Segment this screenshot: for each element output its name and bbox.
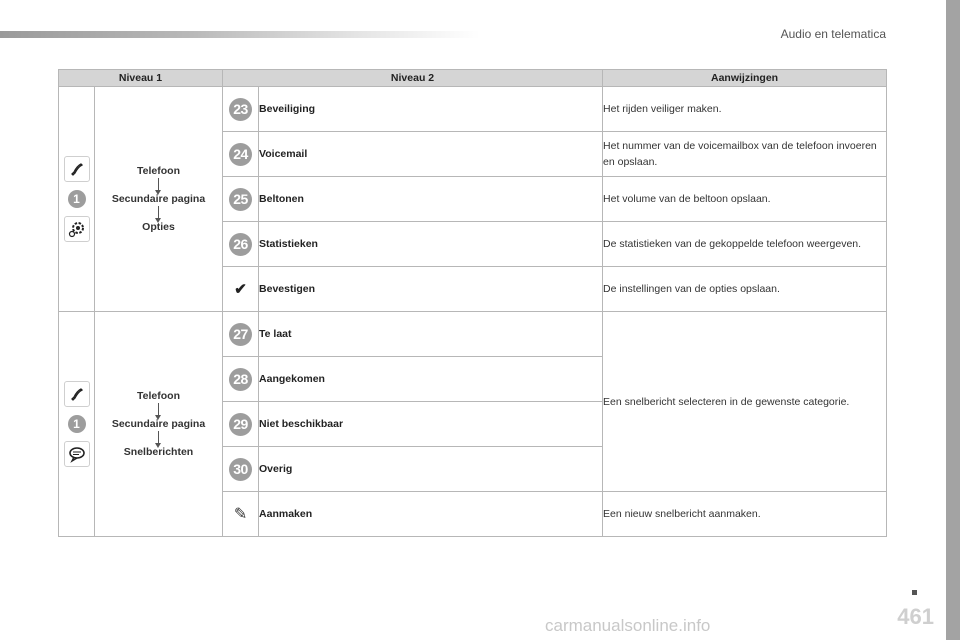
item-description: Het nummer van de voicemailbox van de telefoon invoeren en opslaan.: [603, 132, 887, 177]
item-label: Aanmaken: [259, 492, 603, 537]
down-arrow-icon: [158, 431, 159, 445]
item-number-cell: [223, 357, 259, 402]
column-header-niveau-2: Niveau 2: [223, 70, 603, 87]
item-description: Het volume van de beltoon opslaan.: [603, 177, 887, 222]
menu-number-badge: 1: [68, 190, 86, 208]
phone-icon: [64, 156, 90, 182]
item-number-badge: 29: [229, 413, 252, 436]
path-item-telefoon: Telefoon: [137, 165, 180, 177]
item-number-cell: [223, 402, 259, 447]
level1-path: [95, 87, 223, 312]
level1-icons: [59, 312, 95, 537]
level1-icons: [59, 87, 95, 312]
column-header-aanwijzingen: Aanwijzingen: [603, 70, 887, 87]
item-number-cell: [223, 132, 259, 177]
item-icon-cell: [223, 267, 259, 312]
item-description: Het rijden veiliger maken.: [603, 87, 887, 132]
item-number-badge: 26: [229, 233, 252, 256]
down-arrow-icon: [158, 206, 159, 220]
section-title: Audio en telematica: [780, 27, 886, 41]
path-item-opties: Opties: [142, 221, 175, 233]
item-label: Voicemail: [259, 132, 603, 177]
item-label: Overig: [259, 447, 603, 492]
item-number-badge: 25: [229, 188, 252, 211]
table-row: [59, 87, 887, 132]
table-row: [59, 312, 887, 357]
item-label: Beltonen: [259, 177, 603, 222]
item-number-cell: [223, 177, 259, 222]
level1-path: [95, 312, 223, 537]
item-number-badge: 28: [229, 368, 252, 391]
item-number-cell: [223, 87, 259, 132]
path-item-secundaire-pagina: Secundaire pagina: [111, 193, 206, 205]
item-label: Niet beschikbaar: [259, 402, 603, 447]
check-icon: ✔: [234, 281, 247, 298]
menu-number-badge: 1: [68, 415, 86, 433]
settings-gear-icon: [64, 216, 90, 242]
item-label: Beveiliging: [259, 87, 603, 132]
pencil-icon: ✎: [233, 506, 248, 523]
item-number-cell: [223, 222, 259, 267]
right-edge-strip: [946, 0, 960, 640]
watermark: carmanualsonline.info: [545, 616, 711, 635]
table-header-row: [59, 70, 887, 87]
item-number-cell: [223, 447, 259, 492]
down-arrow-icon: [158, 403, 159, 417]
item-icon-cell: [223, 492, 259, 537]
top-decorative-bar: [0, 31, 480, 38]
item-description: Een nieuw snelbericht aanmaken.: [603, 492, 887, 537]
message-bubble-icon: [64, 441, 90, 467]
shared-description: Een snelbericht selecteren in de gewenste categorie.: [603, 312, 887, 492]
item-number-badge: 27: [229, 323, 252, 346]
path-item-secundaire-pagina: Secundaire pagina: [111, 418, 206, 430]
item-number-badge: 23: [229, 98, 252, 121]
path-item-telefoon: Telefoon: [137, 390, 180, 402]
item-label: Statistieken: [259, 222, 603, 267]
down-arrow-icon: [158, 178, 159, 192]
item-label: Aangekomen: [259, 357, 603, 402]
page-marker: [912, 590, 917, 595]
item-number-badge: 30: [229, 458, 252, 481]
item-number-cell: [223, 312, 259, 357]
path-item-snelberichten: Snelberichten: [123, 446, 194, 458]
item-number-badge: 24: [229, 143, 252, 166]
column-header-niveau-1: Niveau 1: [59, 70, 223, 87]
settings-table: [58, 69, 887, 537]
page-number: 461: [897, 604, 934, 629]
phone-icon: [64, 381, 90, 407]
item-label: Bevestigen: [259, 267, 603, 312]
item-description: De instellingen van de opties opslaan.: [603, 267, 887, 312]
item-description: De statistieken van de gekoppelde telefoon weergeven.: [603, 222, 887, 267]
item-label: Te laat: [259, 312, 603, 357]
